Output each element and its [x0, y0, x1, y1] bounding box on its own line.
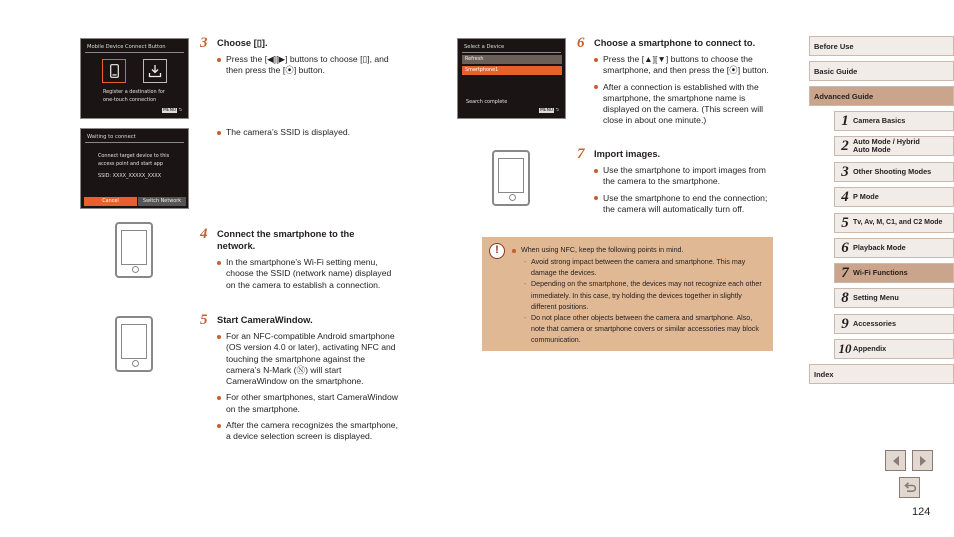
nav-basic-guide[interactable]: Basic Guide	[809, 61, 954, 81]
arrow-left-icon	[891, 455, 901, 467]
previous-page-button[interactable]	[885, 450, 906, 471]
divider	[85, 52, 184, 53]
chapter-label: Auto Mode / Hybrid Auto Mode	[853, 137, 920, 154]
chapter-number: 9	[841, 316, 849, 332]
step-bullet: For an NFC-compatible Android smartphone (OS version 4.0 or later), activating NFC and touching the smartphone against the camera’s N-Mark (Ⓝ) will start CameraWindow on the smartphone.	[217, 331, 398, 387]
chapter-number: 5	[841, 215, 849, 231]
note-lead: When using NFC, keep the following points in mind.	[512, 246, 683, 255]
camera-screen-waiting	[80, 128, 189, 209]
caption-line: Register a destination for	[103, 89, 165, 95]
chapter-number: 3	[841, 164, 849, 180]
step-bullet: Press the [▲][▼] buttons to choose the smartphone, and then press the [⦿] button.	[594, 54, 775, 77]
switch-network-button: Switch Network	[138, 197, 186, 206]
list-item-smartphone: Smartphone1	[462, 66, 562, 75]
chapter-label: Wi-Fi Functions	[853, 268, 908, 277]
chapter-number: 2	[841, 138, 849, 154]
step-bullet: In the smartphone’s Wi-Fi setting menu, choose the SSID (network name) displayed on the camera to establish a connection.	[217, 257, 395, 291]
cancel-button: Cancel	[84, 197, 137, 206]
nav-chapter-7[interactable]	[834, 263, 954, 283]
nav-chapter-1[interactable]	[834, 111, 954, 131]
step-bullet: For other smartphones, start CameraWindow on the smartphone.	[217, 392, 398, 415]
screen-title: Select a Device	[464, 44, 505, 50]
note-item: - Do not place other objects between the camera and smartphone. Also, note that camera or smartphone covers or similar accessories may block communication.	[529, 313, 764, 347]
nav-advanced-guide[interactable]: Advanced Guide	[809, 86, 954, 106]
nav-chapter-2[interactable]	[834, 136, 954, 156]
return-icon	[903, 482, 917, 494]
menu-back-indicator: MENU ⮌	[163, 108, 182, 113]
chapter-number: 1	[841, 113, 849, 129]
screen-title: Waiting to connect	[87, 134, 136, 140]
nav-chapter-4[interactable]	[834, 187, 954, 207]
step-3-note	[217, 122, 397, 138]
arrow-right-icon	[918, 455, 928, 467]
return-button[interactable]	[899, 477, 920, 498]
step-title: Start CameraWindow.	[217, 315, 313, 325]
chapter-number: 8	[841, 290, 849, 306]
step-6	[577, 37, 775, 127]
step-number: 5	[200, 312, 208, 328]
chapter-number: 7	[841, 265, 849, 281]
list-item-refresh: Refresh	[462, 55, 562, 64]
step-bullet: Use the smartphone to import images from the camera to the smartphone.	[594, 165, 775, 188]
chapter-number: 6	[841, 240, 849, 256]
download-icon	[148, 64, 162, 78]
caption-line: one-touch connection	[103, 97, 157, 103]
chapter-number: 4	[841, 189, 849, 205]
ssid-text: SSID: XXXX_XXXXX_XXXX	[98, 173, 162, 179]
caution-icon: !	[489, 243, 505, 259]
nav-chapter-6[interactable]	[834, 238, 954, 258]
chapter-label: Other Shooting Modes	[853, 167, 932, 176]
step-number: 3	[200, 35, 208, 51]
smartphone-option	[102, 59, 126, 83]
nav-chapter-8[interactable]	[834, 288, 954, 308]
nav-chapter-5[interactable]	[834, 213, 954, 233]
step-title: Connect the smartphone to the network.	[217, 229, 355, 251]
chapter-label: Tv, Av, M, C1, and C2 Mode	[853, 219, 943, 226]
step-bullet: After a connection is established with the smartphone, the smartphone name is displayed on the camera. (This screen will close in about one minute.)	[594, 82, 775, 127]
step-3	[200, 37, 395, 77]
step-7	[577, 148, 775, 215]
nav-chapter-10[interactable]	[834, 339, 954, 359]
note-item: - Avoid strong impact between the camera and smartphone. This may damage the devices.	[529, 257, 764, 279]
smartphone-icon	[110, 64, 119, 78]
instruction-line: access point and start app	[98, 161, 163, 167]
nav-index[interactable]: Index	[809, 364, 954, 384]
step-5	[200, 314, 398, 443]
step-number: 6	[577, 35, 585, 51]
step-title: Choose [▯].	[217, 38, 268, 48]
chapter-label: Camera Basics	[853, 116, 906, 125]
step-title: Import images.	[594, 149, 661, 159]
step-bullet: After the camera recognizes the smartphone, a device selection screen is displayed.	[217, 420, 398, 443]
step-bullet: Use the smartphone to end the connection; the camera will automatically turn off.	[594, 193, 775, 216]
note-item: - Depending on the smartphone, the devices may not recognize each other immediately. In this case, try holding the devices together in slightly different positions.	[529, 279, 764, 313]
nav-before-use[interactable]: Before Use	[809, 36, 954, 56]
nav-chapter-3[interactable]	[834, 162, 954, 182]
step-bullet: The camera’s SSID is displayed.	[217, 127, 397, 138]
page-number: 124	[912, 506, 931, 518]
divider	[85, 142, 184, 143]
chapter-number: 10	[838, 341, 852, 356]
camera-screen-connect-button	[80, 38, 189, 119]
smartphone-illustration	[492, 150, 530, 206]
step-bullet: Press the [◀][▶] buttons to choose [▯], and then press the [⦿] button.	[217, 54, 395, 77]
chapter-label: P Mode	[853, 192, 879, 201]
nav-chapter-9[interactable]	[834, 314, 954, 334]
download-option	[143, 59, 167, 83]
step-title: Choose a smartphone to connect to.	[594, 38, 756, 48]
search-status: Search complete	[466, 99, 508, 105]
smartphone-illustration	[115, 316, 153, 372]
caution-note	[482, 237, 773, 351]
chapter-label: Accessories	[853, 319, 897, 328]
next-page-button[interactable]	[912, 450, 933, 471]
chapter-label: Appendix	[853, 344, 887, 353]
note-list	[529, 257, 764, 347]
chapter-label: Playback Mode	[853, 243, 906, 252]
step-number: 7	[577, 146, 585, 162]
step-number: 4	[200, 226, 208, 242]
smartphone-illustration	[115, 222, 153, 278]
step-4	[200, 228, 395, 291]
screen-title: Mobile Device Connect Button	[87, 44, 166, 50]
instruction-line: Connect target device to this	[98, 153, 170, 159]
divider	[462, 52, 561, 53]
camera-screen-select-device	[457, 38, 566, 119]
chapter-label: Setting Menu	[853, 293, 899, 302]
menu-back-indicator: MENU ⮌	[540, 108, 559, 113]
